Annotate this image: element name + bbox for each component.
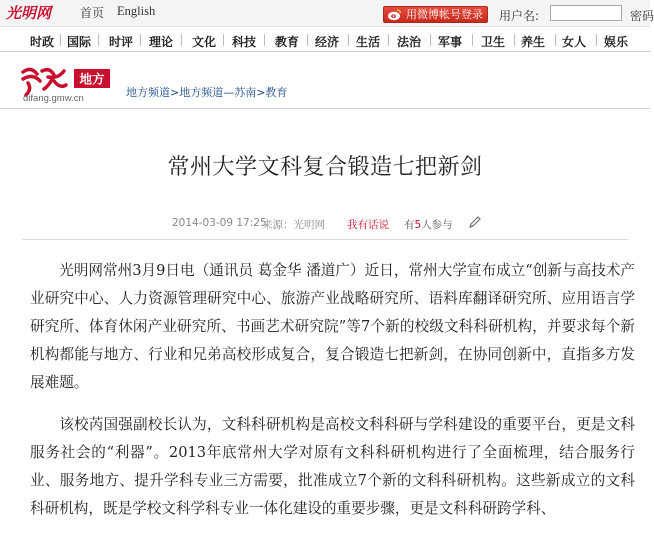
nav-separator	[472, 34, 473, 46]
nav-item-shizheng[interactable]: 时政	[30, 35, 55, 49]
nav-item-jiaoyu[interactable]: 教育	[275, 35, 300, 49]
participants-count[interactable]: 有5人参与	[404, 219, 453, 231]
channel-domain: difang.gmw.cn	[23, 93, 84, 104]
article-paragraph: 该校芮国强副校长认为，文科科研机构是高校文科科研与学科建设的重要平台，更是文科服务社会的“利器”。2013年底常州大学对原有文科科研机构进行了全面梳理，结合服务行业、服务地方、提升学科专业三方需要，批准成立7个新的文科科研机构。这些新成立的文科科研机构，既是学校文科学科专业一体化建设的重要步骤，更是文科科研跨学科、	[30, 416, 635, 517]
weibo-login-button[interactable]	[383, 6, 488, 23]
breadcrumb-text[interactable]: 地方频道>地方频道—苏南>教育	[126, 86, 288, 99]
pencil-icon[interactable]	[468, 215, 482, 229]
article-body	[30, 257, 635, 537]
svg-text:光明网: 光明网	[6, 4, 52, 22]
breadcrumb[interactable]	[126, 84, 287, 100]
header-divider	[0, 108, 650, 109]
nav-item-jingji[interactable]: 经济	[315, 35, 340, 49]
username-label: 用户名:	[499, 9, 540, 23]
nav-item-weisheng[interactable]: 卫生	[481, 35, 506, 49]
nav-separator	[140, 34, 141, 46]
english-link[interactable]: English	[117, 4, 156, 18]
article-title: 常州大学文科复合锻造七把新剑	[167, 155, 483, 180]
publish-time: 2014-03-09 17:25	[172, 217, 267, 229]
nav-separator	[181, 34, 182, 46]
nav-separator	[555, 34, 556, 46]
username-input[interactable]	[550, 5, 622, 21]
nav-separator	[223, 34, 224, 46]
nav-separator	[388, 34, 389, 46]
nav-separator	[596, 34, 597, 46]
nav-item-shiping[interactable]: 时评	[109, 35, 134, 49]
nav-item-nvren[interactable]: 女人	[562, 35, 587, 49]
nav-separator	[98, 34, 99, 46]
logo-badge-text: 地方	[79, 71, 105, 87]
nav-separator	[514, 34, 515, 46]
nav-item-shenghuo[interactable]: 生活	[356, 35, 381, 49]
nav-item-wenhua[interactable]: 文化	[192, 35, 217, 49]
nav-separator	[60, 34, 61, 46]
nav-item-junshi[interactable]: 军事	[438, 35, 463, 49]
weibo-login-label: 用微博帐号登录	[406, 8, 483, 21]
gmw-logo[interactable]	[4, 3, 62, 23]
nav-separator	[348, 34, 349, 46]
weibo-icon	[387, 8, 402, 21]
home-link[interactable]: 首页	[80, 6, 105, 20]
nav-item-keji[interactable]: 科技	[232, 35, 257, 49]
article-paragraph: 光明网常州3月9日电（通讯员 葛金华 潘道广）近日，常州大学宣布成立“创新与高技术产业研究中心、人力资源管理研究中心、旅游产业战略研究所、语料库翻译研究所、应用语言学研究所、体育休闲产业研究所、书画艺术研究院”等7个新的校级文科科研机构，并要求每个新机构都能与地方、行业和兄弟高校形成复合，复合锻造七把新剑，在协同创新中，直指多方发展难题。	[30, 262, 635, 391]
nav-separator	[307, 34, 308, 46]
top-bar	[0, 0, 654, 27]
meta-divider	[22, 239, 628, 240]
password-label: 密码	[630, 9, 654, 23]
nav-item-lilun[interactable]: 理论	[149, 35, 174, 49]
main-nav	[0, 28, 650, 52]
nav-separator	[430, 34, 431, 46]
nav-item-guoji[interactable]: 国际	[67, 35, 92, 49]
nav-item-yangsheng[interactable]: 养生	[521, 35, 546, 49]
nav-separator	[264, 34, 265, 46]
nav-item-fazhi[interactable]: 法治	[397, 35, 422, 49]
comment-link[interactable]: 我有话说	[347, 219, 389, 231]
article-source: 来源：光明网	[262, 219, 325, 231]
nav-item-yule[interactable]: 娱乐	[604, 35, 629, 49]
